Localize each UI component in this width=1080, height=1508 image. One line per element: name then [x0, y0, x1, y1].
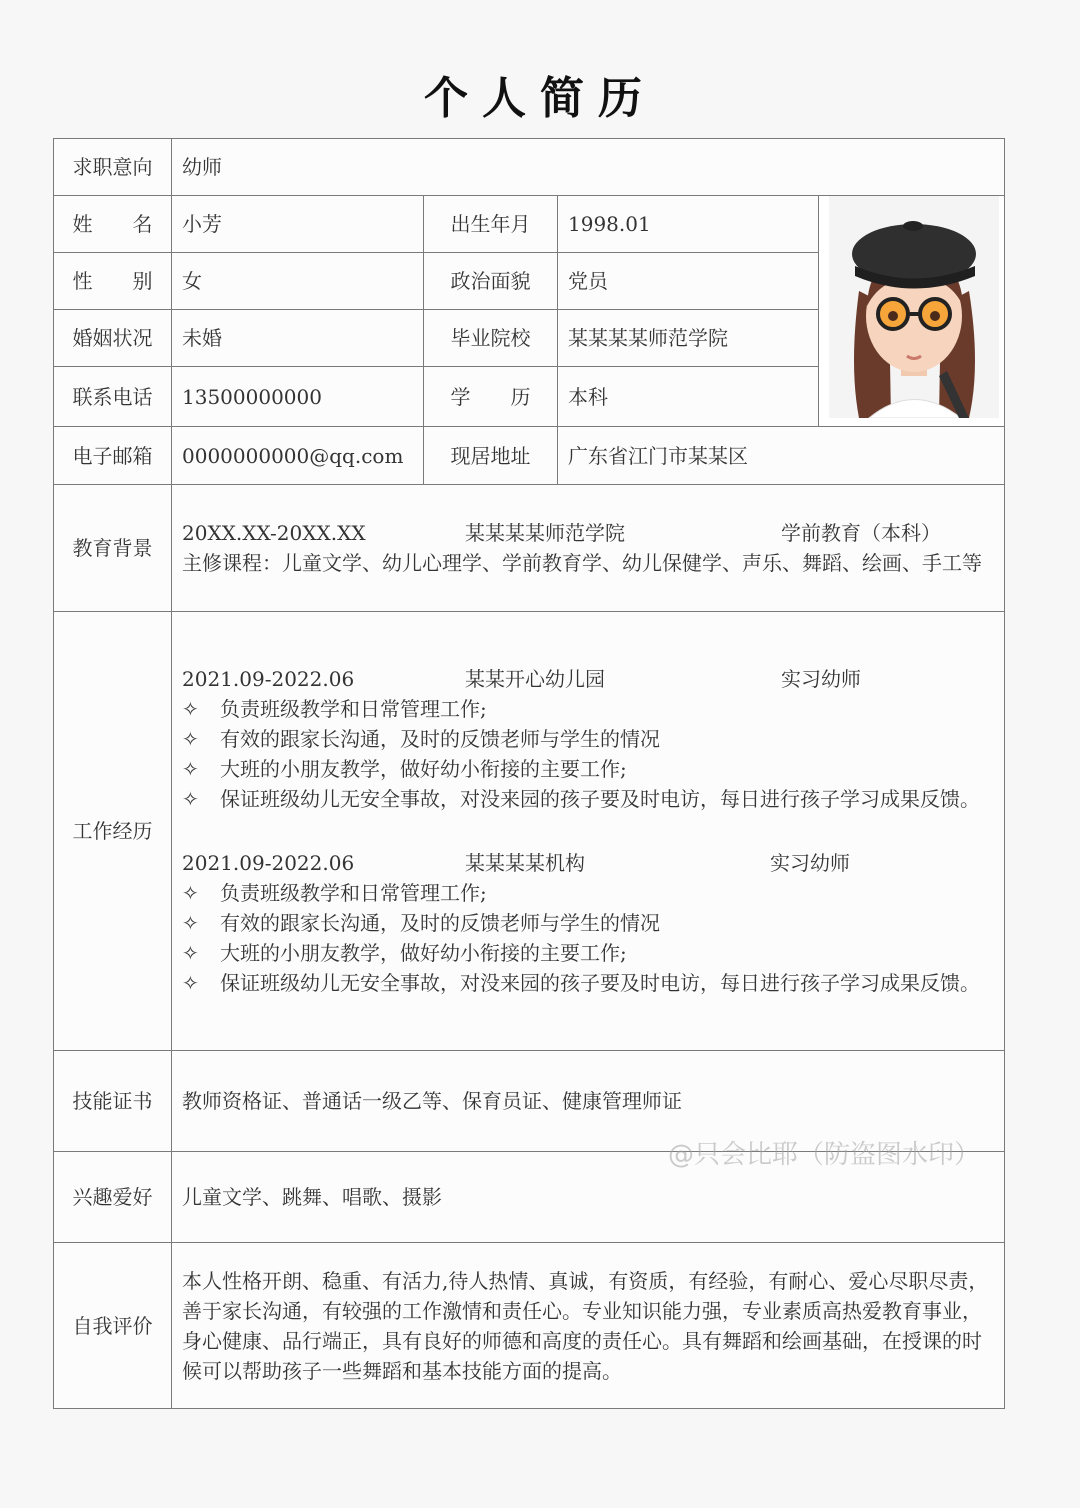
avatar-illustration [829, 196, 999, 418]
avatar [819, 196, 1005, 427]
label-birth: 出生年月 [424, 196, 558, 253]
value-birth: 1998.01 [558, 196, 819, 253]
work-entry-1 [182, 664, 994, 814]
education-courses: 主修课程：儿童文学、幼儿心理学、学前教育学、幼儿保健学、声乐、舞蹈、绘画、手工等 [182, 551, 982, 575]
label-marital: 婚姻状况 [54, 310, 172, 367]
work-bullet [182, 878, 994, 908]
work-bullet-text: 保证班级幼儿无安全事故，对没来园的孩子要及时电访，每日进行孩子学习成果反馈。 [220, 971, 980, 995]
education-school: 某某某某师范学院 [465, 521, 625, 545]
label-name-text: 姓 名 [72, 212, 153, 236]
label-address: 现居地址 [424, 427, 558, 485]
row-education [54, 485, 1005, 612]
work-bullet-text: 有效的跟家长沟通，及时的反馈老师与学生的情况 [220, 727, 660, 751]
value-address: 广东省江门市某某区 [558, 427, 1005, 485]
work-bullet-text: 保证班级幼儿无安全事故，对没来园的孩子要及时电访，每日进行孩子学习成果反馈。 [220, 787, 980, 811]
work-bullet [182, 694, 994, 724]
label-school: 毕业院校 [424, 310, 558, 367]
page-title: 个人简历 [424, 73, 656, 124]
row-email [54, 427, 1005, 485]
work-role: 实习幼师 [781, 667, 861, 691]
row-self-eval [54, 1243, 1005, 1409]
education-header [182, 518, 994, 548]
work-org: 某某某某机构 [465, 851, 585, 875]
value-name: 小芳 [172, 196, 424, 253]
work-period: 2021.09-2022.06 [182, 851, 355, 875]
star-bullet-icon: ✧ [182, 881, 199, 905]
value-self-eval: 本人性格开朗、稳重、有活力,待人热情、真诚，有资质，有经验，有耐心、爱心尽职尽责，善于家长沟通，有较强的工作激情和责任心。专业知识能力强，专业素质高热爱教育事业，身心健康、品行端正，具有良好的师德和高度的责任心。具有舞蹈和绘画基础，在授课的时候可以帮助孩子一些舞蹈和基本技能方面的提高。 [172, 1243, 1005, 1409]
label-name [54, 196, 172, 253]
row-job [54, 139, 1005, 196]
resume-table [53, 138, 1005, 1409]
label-education: 教育背景 [54, 485, 172, 612]
work-bullet-text: 有效的跟家长沟通，及时的反馈老师与学生的情况 [220, 911, 660, 935]
value-skills: 教师资格证、普通话一级乙等、保育员证、健康管理师证 [172, 1051, 1005, 1152]
value-degree: 本科 [558, 367, 819, 427]
row-name [54, 196, 1005, 253]
star-bullet-icon: ✧ [182, 697, 199, 721]
label-skills: 技能证书 [54, 1051, 172, 1152]
work-bullet [182, 908, 994, 938]
work-period: 2021.09-2022.06 [182, 667, 355, 691]
value-gender: 女 [172, 253, 424, 310]
work-entry-header [182, 664, 994, 694]
work-bullet [182, 754, 994, 784]
work-entry-2 [182, 848, 994, 998]
row-work [54, 612, 1005, 1051]
work-org: 某某开心幼儿园 [465, 667, 605, 691]
work-bullet [182, 784, 994, 814]
work-bullet-text: 大班的小朋友教学，做好幼小衔接的主要工作; [220, 757, 627, 781]
value-phone: 13500000000 [172, 367, 424, 427]
star-bullet-icon: ✧ [182, 787, 199, 811]
work-bullet [182, 938, 994, 968]
work-bullet [182, 724, 994, 754]
star-bullet-icon: ✧ [182, 727, 199, 751]
star-bullet-icon: ✧ [182, 911, 199, 935]
label-self-eval: 自我评价 [54, 1243, 172, 1409]
education-block [172, 485, 1005, 612]
label-gender: 性 别 [54, 253, 172, 310]
work-block [172, 612, 1005, 1051]
work-bullet-text: 负责班级教学和日常管理工作; [220, 881, 487, 905]
education-period: 20XX.XX-20XX.XX [182, 521, 366, 545]
label-political: 政治面貌 [424, 253, 558, 310]
value-marital: 未婚 [172, 310, 424, 367]
education-major: 学前教育（本科） [781, 521, 941, 545]
star-bullet-icon: ✧ [182, 971, 199, 995]
work-bullet [182, 968, 994, 998]
value-political: 党员 [558, 253, 819, 310]
label-degree: 学 历 [424, 367, 558, 427]
work-entry-header [182, 848, 994, 878]
value-school: 某某某某师范学院 [558, 310, 819, 367]
label-work: 工作经历 [54, 612, 172, 1051]
value-job: 幼师 [172, 139, 1005, 196]
work-bullet-text: 负责班级教学和日常管理工作; [220, 697, 487, 721]
label-phone: 联系电话 [54, 367, 172, 427]
work-role: 实习幼师 [770, 851, 850, 875]
star-bullet-icon: ✧ [182, 757, 199, 781]
label-email: 电子邮箱 [54, 427, 172, 485]
star-bullet-icon: ✧ [182, 941, 199, 965]
label-job: 求职意向 [54, 139, 172, 196]
watermark: @只会比耶（防盗图水印） [668, 1140, 981, 1170]
label-hobbies: 兴趣爱好 [54, 1152, 172, 1243]
work-bullet-text: 大班的小朋友教学，做好幼小衔接的主要工作; [220, 941, 627, 965]
value-email: 0000000000@qq.com [172, 427, 424, 485]
value-hobbies: 儿童文学、跳舞、唱歌、摄影 [172, 1152, 1005, 1243]
